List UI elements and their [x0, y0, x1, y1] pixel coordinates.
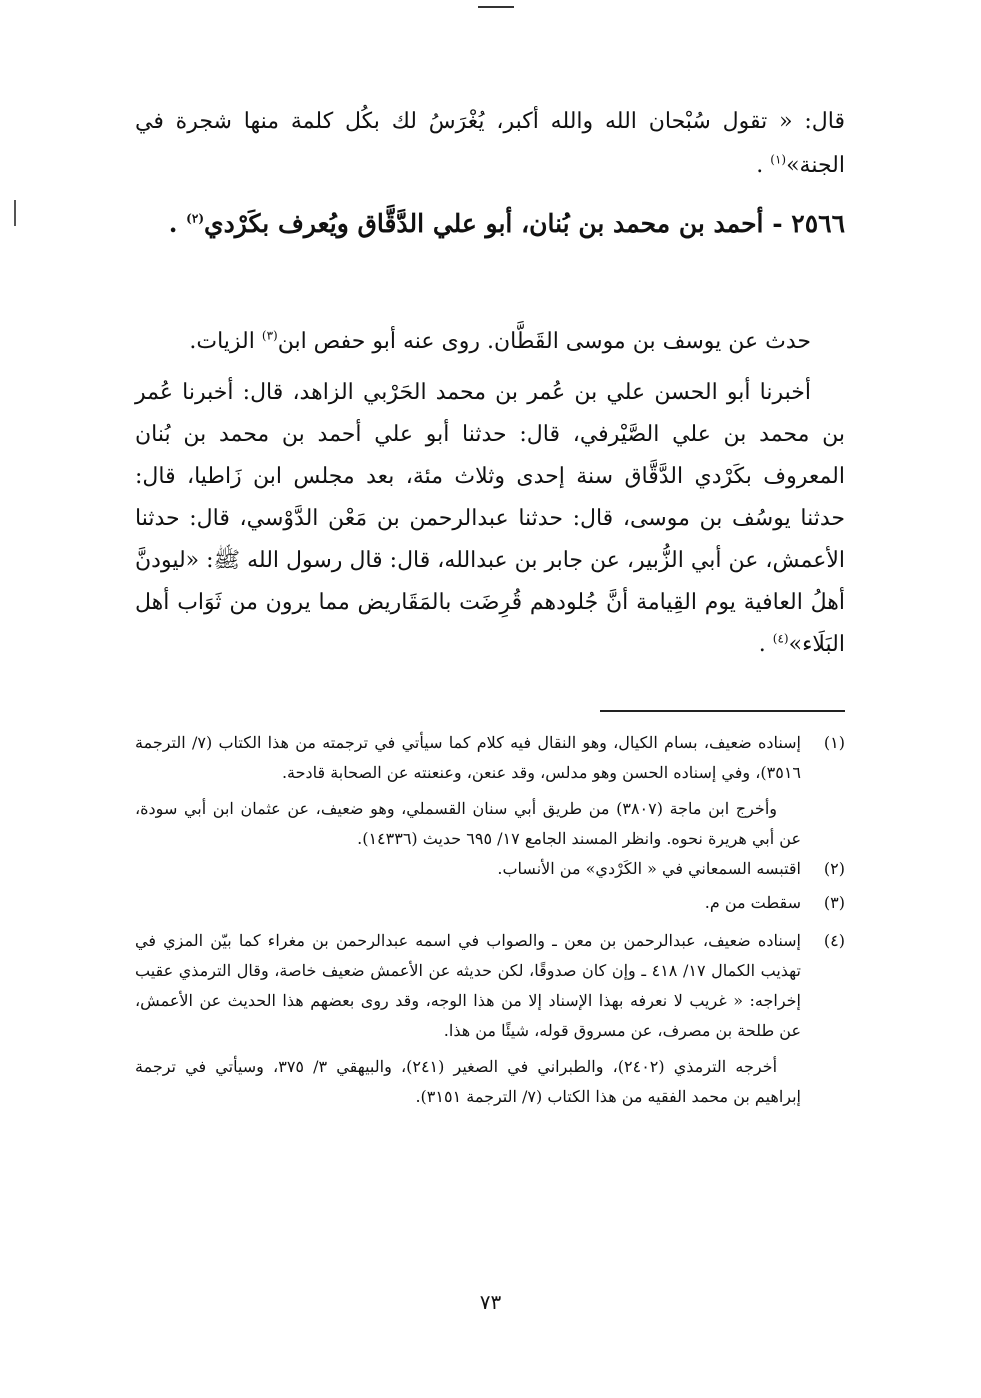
isnad-paragraph	[135, 372, 845, 666]
isnad-footnote-ref[interactable]: (٤)	[772, 631, 789, 646]
footnote-number: (٣)	[823, 893, 845, 912]
footnote	[135, 728, 845, 788]
footnote-separator	[600, 710, 845, 712]
intro-end: .	[756, 153, 771, 178]
entry-footnote-ref[interactable]: (٢)	[186, 211, 204, 226]
footnote-text: إسناده ضعيف، بسام الكيال، وهو النقال فيه كلام كما سيأتي في ترجمته من هذا الكتاب (٧/ الترجمة ٣٥١٦)، وفي إسناده الحسن وهو مدلس، وقد عنعن، وعنعنته عن الصحابة قادحة.	[135, 733, 802, 782]
footnote	[135, 854, 845, 884]
narrated-footnote-ref[interactable]: (٣)	[261, 328, 278, 343]
footnotes	[135, 728, 845, 1112]
footnote-number: (٤)	[823, 931, 845, 950]
top-edge-mark	[478, 6, 514, 8]
intro-text: قال: « تقول سُبْحان الله والله أكبر، يُغْرَسُ لك بكُل كلمة منها شجرة في الجنة»	[135, 109, 845, 178]
entry-end: .	[168, 209, 187, 238]
page-number: ٧٣	[479, 1290, 502, 1314]
footnote-number: (٢)	[823, 859, 845, 878]
entry-heading	[135, 200, 845, 296]
footnote-text: اقتبسه السمعاني في « الكَرْدي» من الأنساب.	[497, 859, 801, 878]
narrated-text-a: حدث عن يوسف بن موسى القَطَّان. روى عنه أبو حفص ابن	[277, 329, 811, 354]
footnote-continuation: أخرجه الترمذي (٢٤٠٢)، والطبراني في الصغير (٢٤١)، والبيهقي ٣/ ٣٧٥، وسيأتي في ترجمة إبراهيم بن محمد الفقيه من هذا الكتاب (٧/ الترجمة ٣١٥١).	[135, 1057, 801, 1106]
footnote-continuation: وأخرج ابن ماجة (٣٨٠٧) من طريق أبي سنان القسملي، وهو ضعيف، عن عثمان ابن أبي سودة، عن أبي هريرة نحوه. وانظر المسند الجامع ١٧/ ٦٩٥ حديث (١٤٣٣٦).	[135, 799, 801, 848]
entry-heading-text: ٢٥٦٦ - أحمد بن محمد بن بُنان، أبو علي الدَّقَّاق ويُعرف بكَرْدي	[204, 209, 845, 238]
isnad-text: أخبرنا أبو الحسن علي بن عُمر بن محمد الحَرْبي الزاهد، قال: أخبرنا عُمر بن محمد بن علي الصَّيْرفي، قال: حدثنا أبو علي أحمد بن محمد بن بُنان المعروف بكَرْدي الدَّقَّاق سنة إحدى وثلاث مئة، بعد مجلس ابن زَاطيا، قال: حدثنا يوسُف بن موسى، قال: حدثنا عبدالرحمن بن مَعْن الدَّوْسي، قال: حدثنا الأعمش، عن أبي الزُّبير، عن جابر بن عبدالله، قال: قال رسول الله ﷺ: «ليودنَّ أهلُ العافية يوم القِيامة أنَّ جُلودهم قُرِضَت بالمَقَاريض مما يرون من ثَوَاب أهل البَلَاء»	[135, 380, 845, 657]
narrated-paragraph	[135, 320, 845, 364]
narrated-text-b: الزيات.	[189, 329, 262, 354]
margin-mark	[14, 200, 16, 226]
intro-paragraph	[135, 100, 845, 192]
footnote-text: سقطت من م.	[704, 893, 801, 912]
isnad-end: .	[758, 632, 773, 657]
footnote	[135, 926, 845, 1046]
main-text	[135, 100, 845, 666]
footnote-number: (١)	[823, 733, 845, 752]
footnote	[135, 888, 845, 918]
footnote-text: إسناده ضعيف، عبدالرحمن بن معن ـ والصواب في اسمه عبدالرحمن بن مغراء كما بيّن المزي في تهذيب الكمال ١٧/ ٤١٨ ـ وإن كان صدوقًا، لكن حديثه عن الأعمش ضعيف خاصة، وقال الترمذي عقيب إخراجه: « غريب لا نعرفه بهذا الإسناد إلا من هذا الوجه، وقد روى بعضهم هذا الحديث عن الأعمش، عن طلحة بن مصرف، عن مسروق قوله، شيئًا من هذا.	[135, 931, 801, 1040]
intro-footnote-ref[interactable]: (١)	[770, 152, 787, 167]
